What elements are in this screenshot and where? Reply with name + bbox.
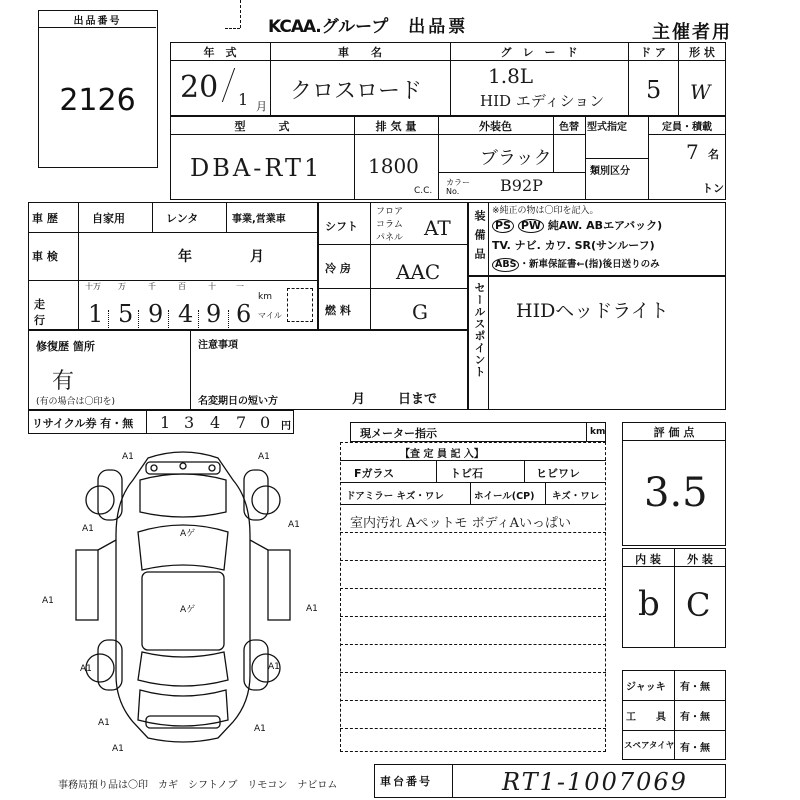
fuel-value: G [412, 300, 428, 324]
tire-fr [252, 486, 280, 514]
equip-div [488, 202, 489, 276]
digit-100: 4 [178, 300, 194, 328]
sales-text: HIDヘッドライト [516, 300, 669, 322]
lot-number-box [38, 10, 158, 168]
equipment-note: ※純正の物は〇印を記入。 [492, 206, 599, 216]
cc-unit: C.C. [414, 186, 433, 196]
specs-line2 [318, 288, 468, 289]
digit-tick2 [138, 310, 139, 328]
recycle-label: リサイクル券 有・無 [32, 417, 134, 430]
insp-line3 [340, 504, 606, 505]
caution-label: 注意事項 [198, 340, 238, 351]
car-name: クロスロード [290, 79, 423, 104]
wheel[interactable]: ホイール(CP) [474, 491, 535, 502]
sales-label: セールスポイント [473, 282, 486, 378]
lot-number: 2126 [59, 83, 136, 118]
private-option[interactable]: 自家用 [92, 212, 125, 225]
hist-div-b [226, 202, 227, 232]
meter-label: 現メーター指示 [360, 427, 437, 440]
usage-label: 車 歴 [32, 212, 58, 225]
score-line [622, 440, 726, 441]
stone-chip[interactable]: トビ石 [450, 467, 483, 480]
note-line4 [340, 616, 606, 617]
jack-label: ジャッキ [626, 682, 666, 693]
meter-div [586, 422, 587, 442]
hist-line1 [28, 232, 318, 233]
mark-11: A1 [112, 744, 124, 754]
recycle-unit: 円 [281, 421, 291, 432]
model-spec-label: 型式指定 [587, 122, 627, 133]
mirror-left [98, 540, 116, 550]
color-code-value: B92P [500, 176, 543, 195]
hist-div-a [152, 202, 153, 232]
inspector-note: 室内汚れ Aペットモ ボディAいっぱい [350, 516, 572, 531]
grade-line1: 1.8L [488, 64, 534, 88]
mirror-right [250, 540, 268, 550]
doors-label: ド ア [640, 46, 666, 59]
shape-label: 形 状 [689, 46, 715, 59]
color-change-label: 色替 [559, 122, 579, 133]
score-label: 評 価 点 [653, 426, 695, 439]
insp-div3 [470, 482, 471, 504]
digit-100k: 1 [88, 300, 104, 328]
grade-label: グ レ ー ド [500, 46, 578, 59]
shift-column[interactable]: コラム [376, 220, 403, 230]
mark-2: A1 [258, 452, 270, 462]
mark-7: A1 [80, 664, 92, 674]
ps-option[interactable]: PS [492, 219, 514, 233]
insp-line1 [340, 460, 606, 461]
month-value: 1 [238, 90, 249, 109]
hist-label-div [78, 202, 79, 330]
note-line5 [340, 644, 606, 645]
door-left [76, 550, 98, 620]
fuel-label: 燃 料 [325, 304, 351, 317]
digit-head-100: 百 [178, 282, 186, 291]
mark-3: A1 [82, 524, 94, 534]
deadline-month: 月 [352, 392, 366, 407]
rear-window [138, 652, 228, 686]
tools-value[interactable]: 有・無 [680, 712, 710, 723]
chassis-div [452, 764, 453, 798]
interior-value: b [638, 584, 660, 624]
specs-line1 [318, 244, 468, 245]
car-outline [116, 452, 250, 742]
inspection-year: 年 [178, 249, 192, 265]
equipment-line1 [492, 217, 662, 233]
digit-head-10k: 万 [118, 282, 126, 291]
ab-option[interactable]: AB [586, 219, 604, 232]
grade-line2: HID エディション [480, 92, 605, 110]
hood [140, 474, 226, 517]
exterior-color-label: 外装色 [479, 120, 512, 133]
model-label: 型 式 [234, 120, 290, 133]
owner-label: 主催者用 [652, 22, 732, 43]
chassis-label: 車台番号 [380, 775, 432, 788]
shift-value: AT [424, 216, 451, 240]
car-diagram [28, 440, 338, 750]
mark-12: Aゲ [180, 529, 196, 539]
mark-5: A1 [42, 596, 54, 606]
deadline-label: 名変期日の短い方 [198, 396, 278, 407]
inspection-month: 月 [250, 249, 264, 265]
ac-value: AAC [396, 260, 441, 284]
mark-8: A1 [268, 662, 280, 672]
corner-mark [240, 0, 241, 28]
light-1 [151, 465, 157, 471]
mile-unit: マイル [258, 311, 282, 320]
digit-tick1 [108, 310, 109, 328]
digit-10: 9 [206, 300, 222, 328]
insp-div1 [436, 460, 437, 482]
corner-mark-h [225, 28, 240, 29]
business-option[interactable]: 事業,営業車 [232, 214, 286, 225]
insp-div4 [545, 482, 546, 504]
repair-value: 有 [52, 369, 75, 394]
row1-header-line [170, 60, 726, 61]
repair-hint: (有の場合は〇印を) [36, 397, 116, 407]
unit-checkbox[interactable] [287, 288, 313, 322]
chassis-value: RT1-1007069 [502, 768, 688, 796]
aw-option[interactable]: 純AW. [547, 219, 583, 232]
color-code-label: カラー No. [446, 178, 470, 196]
note-line3 [340, 588, 606, 589]
exterior-label: 外 装 [687, 553, 713, 566]
jack-value[interactable]: 有・無 [680, 682, 710, 693]
specs-div [370, 202, 371, 330]
name-label: 車 名 [338, 46, 382, 59]
recycle-d1: 1 [160, 413, 171, 432]
equipment-line3 [492, 256, 660, 272]
shift-panel[interactable]: パネル [376, 233, 404, 243]
recycle-d5: 0 [260, 413, 271, 432]
warranty-text: ・新車保証書←(指)後日送りのみ [519, 259, 660, 270]
group-text: .グループ [315, 17, 389, 37]
digit-1k: 9 [148, 300, 164, 328]
deadline-day: 日まで [398, 392, 438, 407]
inspector-title: 【査 定 員 記 入】 [400, 449, 484, 460]
mark-1: A1 [122, 452, 134, 462]
displacement-label: 排 気 量 [375, 120, 417, 133]
abs-option[interactable]: ABS [492, 258, 519, 272]
mileage-digits [80, 280, 256, 330]
mark-6: A1 [306, 604, 318, 614]
sheet-text: 出品票 [408, 17, 469, 37]
note-line2 [340, 560, 606, 561]
header-title [268, 12, 468, 37]
ac-label: 冷 房 [325, 262, 351, 275]
score-value: 3.5 [644, 470, 708, 516]
mark-4: A1 [288, 520, 300, 530]
model-value: DBA-RT1 [190, 154, 323, 182]
note-line8 [340, 728, 606, 729]
note-line1 [340, 532, 606, 533]
recycle-d4: 7 [236, 413, 247, 432]
tools-label: 工 具 [626, 712, 666, 723]
shift-label: シフト [325, 220, 358, 233]
door-mirror[interactable]: ドアミラー キズ・ワレ [346, 491, 444, 502]
brand-logo: KCAA [268, 17, 316, 37]
row2-header-line-b [648, 134, 726, 135]
capacity-label: 定員・積載 [662, 122, 712, 133]
recycle-d2: 3 [184, 413, 195, 432]
mark-9: A1 [98, 718, 110, 728]
displacement-value: 1800 [368, 154, 419, 178]
spare-label: スペアタイヤ [624, 741, 675, 751]
shape-value: W [690, 80, 711, 104]
digit-head-100k: 十万 [85, 282, 101, 291]
exterior-color-value: ブラック [480, 148, 552, 169]
year-value: 20 [180, 70, 219, 105]
spare-value[interactable]: 有・無 [680, 743, 710, 754]
equipment-line2: TV. ナビ. カワ. SR(サンルーフ) [492, 239, 655, 252]
trunk [138, 690, 228, 726]
spec-mid-line [585, 158, 648, 159]
mark-10: A1 [254, 724, 266, 734]
note-line7 [340, 700, 606, 701]
mileage-label: 走 行 [34, 298, 45, 327]
tire-fl [86, 486, 114, 514]
color-code-line [438, 172, 585, 173]
inspection-label: 車 検 [32, 250, 58, 263]
airbag-text: エアバック) [603, 219, 663, 232]
month-unit: 月 [256, 100, 267, 113]
class-label: 類別区分 [590, 166, 630, 177]
insp-line2 [340, 482, 606, 483]
digit-10k: 5 [118, 300, 134, 328]
digit-tick5 [228, 310, 229, 328]
rental-option[interactable]: レンタ [166, 212, 199, 225]
door-right [268, 550, 290, 620]
digit-head-1k: 千 [148, 282, 156, 291]
digit-head-1: 一 [236, 282, 244, 291]
shift-floor[interactable]: フロア [376, 207, 404, 217]
pw-option[interactable]: PW [518, 219, 544, 233]
km-unit: km [258, 292, 272, 302]
mark-13: Aゲ [180, 605, 196, 615]
insp-div2 [524, 460, 525, 482]
office-note: 事務局預り品は〇印 カギ シフトノブ リモコン ナビロム [58, 780, 338, 791]
recycle-div [146, 410, 147, 434]
exterior-value: C [686, 586, 711, 624]
crack[interactable]: ヒビワレ [536, 467, 580, 480]
f-glass[interactable]: Fガラス [354, 467, 395, 480]
digit-head-10: 十 [208, 282, 216, 291]
equipment-label: 装備品 [473, 210, 486, 267]
ton-unit: トン [702, 182, 724, 195]
lot-number-label: 出品番号 [73, 16, 122, 27]
year-label: 年 式 [203, 46, 237, 59]
digit-tick4 [198, 310, 199, 328]
meter-unit: km [590, 427, 606, 437]
capacity-unit: 名 [708, 148, 719, 161]
repair-div [190, 330, 191, 410]
digit-tick3 [168, 310, 169, 328]
capacity-value: 7 [686, 140, 699, 164]
note-line6 [340, 672, 606, 673]
interior-label: 内 装 [635, 553, 661, 566]
repair-label: 修復歴 箇所 [36, 340, 95, 353]
doors-value: 5 [646, 76, 662, 104]
row2-header-line [170, 134, 585, 135]
wheel-damage[interactable]: キズ・ワレ [552, 491, 600, 502]
recycle-d3: 4 [210, 413, 221, 432]
digit-1: 6 [236, 300, 252, 328]
lot-divider [39, 27, 156, 28]
sales-div [488, 276, 489, 410]
